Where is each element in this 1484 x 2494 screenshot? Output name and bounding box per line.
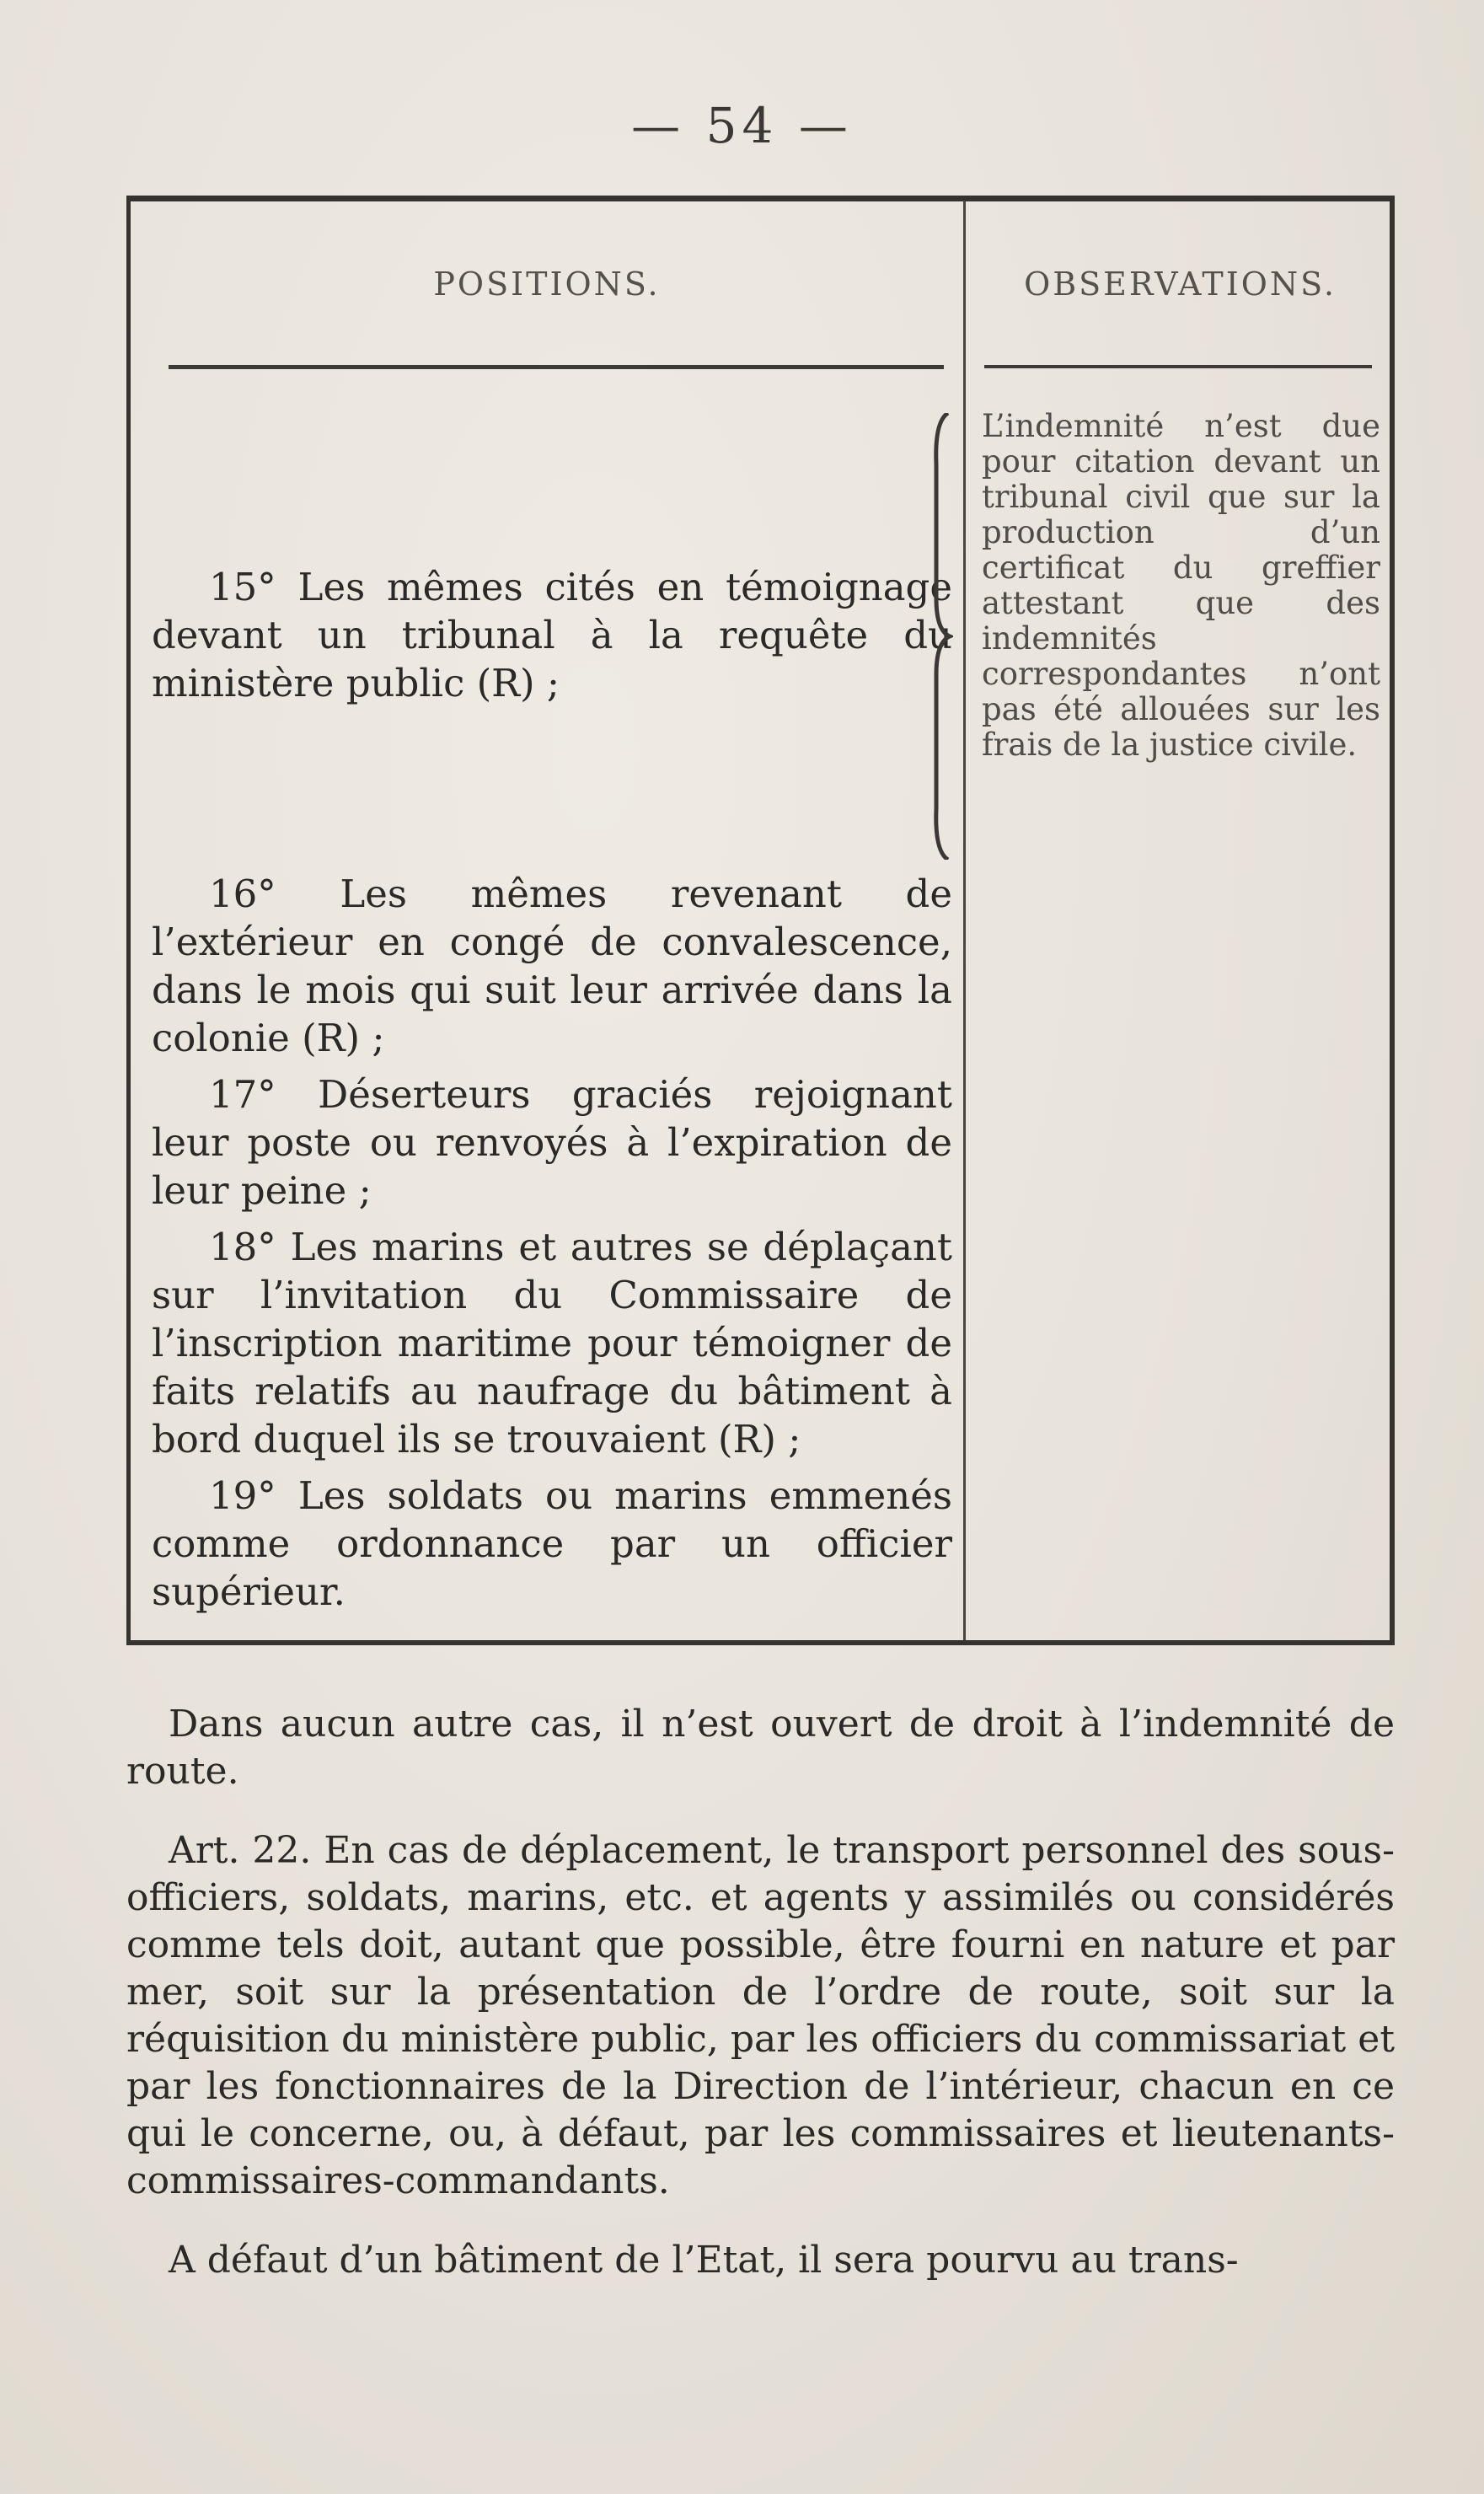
entry-16: 16° Les mêmes revenant de l’extérieur en congé de convalescence, dans le mois qui suit leur arrivée dans la colonie (R) ; [152, 872, 952, 1060]
positions-column-rest [152, 870, 952, 1624]
positions-column-first [152, 563, 952, 716]
header-rule-positions [169, 365, 944, 369]
body-paragraph: Dans aucun autre cas, il n’est ouvert de droit à l’indemnité de route. [126, 1703, 1395, 1793]
entry-17: 17° Déserteurs graciés rejoignant leur poste ou renvoyés à l’expiration de leur peine ; [152, 1072, 952, 1213]
observation-note: L’indemnité n’est due pour citation devant un tribunal civil que sur la production d’un certificat du greffier attestant que des indemnités correspondantes n’ont pas été allouées sur les frais de la justice civile. [982, 408, 1380, 763]
header-positions: POSITIONS. [433, 265, 661, 303]
body-text [126, 1701, 1395, 2316]
brace-mark [931, 413, 953, 860]
entry-19: 19° Les soldats ou marins emmenés comme ordonnance par un officier supérieur. [152, 1473, 952, 1614]
body-paragraph-article-22: Art. 22. En cas de déplacement, le transport personnel des sous-officiers, soldats, marins, etc. et agents y assimilés ou considérés comme tels doit, autant que possible, être fourni en nature et par mer, soit sur la présentation de l’ordre de route, soit sur la réquisition du ministère public, par les officiers du commissariat et par les fonctionnaires de la Direction de l’intérieur, chacun en ce qui le concerne, ou, à défaut, par les commissaires et lieutenants-commissaires-commandants. [126, 1829, 1395, 2202]
column-divider [963, 201, 966, 1640]
header-rule-observations [984, 365, 1372, 368]
body-paragraph-continuation: A défaut d’un bâtiment de l’Etat, il sera pourvu au trans- [169, 2239, 1239, 2282]
entry-18: 18° Les marins et autres se déplaçant sur l’invitation du Commissaire de l’inscription maritime pour témoigner de faits relatifs au naufrage du bâtiment à bord duquel ils se trouvaient (R) ; [152, 1225, 952, 1462]
entry-15: 15° Les mêmes cités en témoignage devant un tribunal à la requête du ministère public (R) ; [152, 565, 952, 705]
header-observations: OBSERVATIONS. [1024, 265, 1337, 303]
page-number: — 54 — [631, 97, 853, 154]
